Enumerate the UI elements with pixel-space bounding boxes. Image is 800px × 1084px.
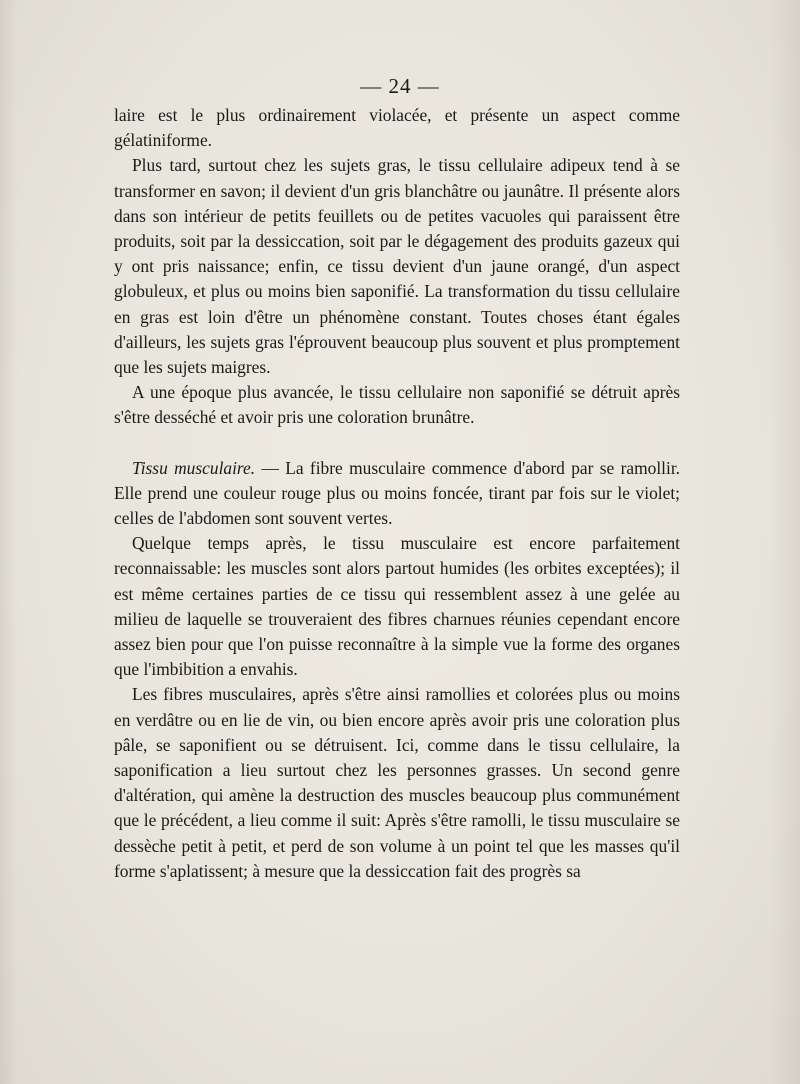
section-heading-muscle-tissue: Tissu musculaire.: [132, 457, 256, 478]
paragraph-later-epoch: A une époque plus avancée, le tissu cellulaire non saponifié se détruit après s'être desséché et avoir pris une coloration brunâtre.: [114, 382, 680, 428]
page-edge-shadow: [770, 0, 800, 1084]
page-gutter-shadow: [0, 0, 18, 1084]
paragraph-muscle-tissue: [114, 456, 680, 532]
paragraph-recognizable: Quelque temps après, le tissu musculaire est encore parfaitement reconnaissable: les muscles sont alors partout humides (les orbites exceptées); il est même certaines parties de ce tissu qui ressemblent assez à une gelée au milieu de laquelle se trouveraient des fibres charnues réunies cependant encore assez bien pour que l'on puisse reconnaître à la simple vue la forme des organes que l'imbibition a envahis.: [114, 533, 680, 680]
paragraph-adipose-saponification: Plus tard, surtout chez les sujets gras, le tissu cellulaire adipeux tend à se transformer en savon; il devient d'un gris blanchâtre ou jaunâtre. Il présente alors dans son intérieur de petits feuillets ou de petites vacuoles qui paraissent être produits, soit par la dessiccation, soit par le dégagement des produits gazeux qui y ont pris naissance; enfin, ce tissu devient d'un jaune orangé, d'un aspect globuleux, et plus ou moins bien saponifié. La transformation du tissu cellulaire en gras est loin d'être un phénomène constant. Toutes choses étant égales d'ailleurs, les sujets gras l'éprouvent beaucoup plus souvent et plus promptement que les sujets maigres.: [114, 155, 680, 378]
paragraph-continued: laire est le plus ordinairement violacée, et présente un aspect comme gélatiniforme.: [114, 105, 680, 151]
body-text: [114, 103, 680, 884]
page-number: — 24 —: [360, 74, 440, 98]
paragraph-muscle-tissue-text: — La fibre musculaire commence d'abord par se ramollir. Elle prend une couleur rouge plus ou moins foncée, tirant par fois sur le violet; celles de l'abdomen sont souvent vertes.: [114, 457, 680, 529]
paragraph-muscle-fibers: Les fibres musculaires, après s'être ainsi ramollies et colorées plus ou moins en verdâtre ou en lie de vin, ou bien encore après avoir pris une coloration plus pâle, se saponifient ou se détruisent. Ici, comme dans le tissu cellulaire, la saponification a lieu surtout chez les personnes grasses. Un second genre d'altération, qui amène la destruction des muscles beaucoup plus communément que le précédent, a lieu comme il suit: Après s'être ramolli, le tissu musculaire se dessèche petit à petit, et perd de son volume à un point tel que les masses qu'il forme s'aplatissent; à mesure que la dessiccation fait des progrès sa: [114, 684, 680, 881]
section-spacer: [114, 431, 680, 456]
